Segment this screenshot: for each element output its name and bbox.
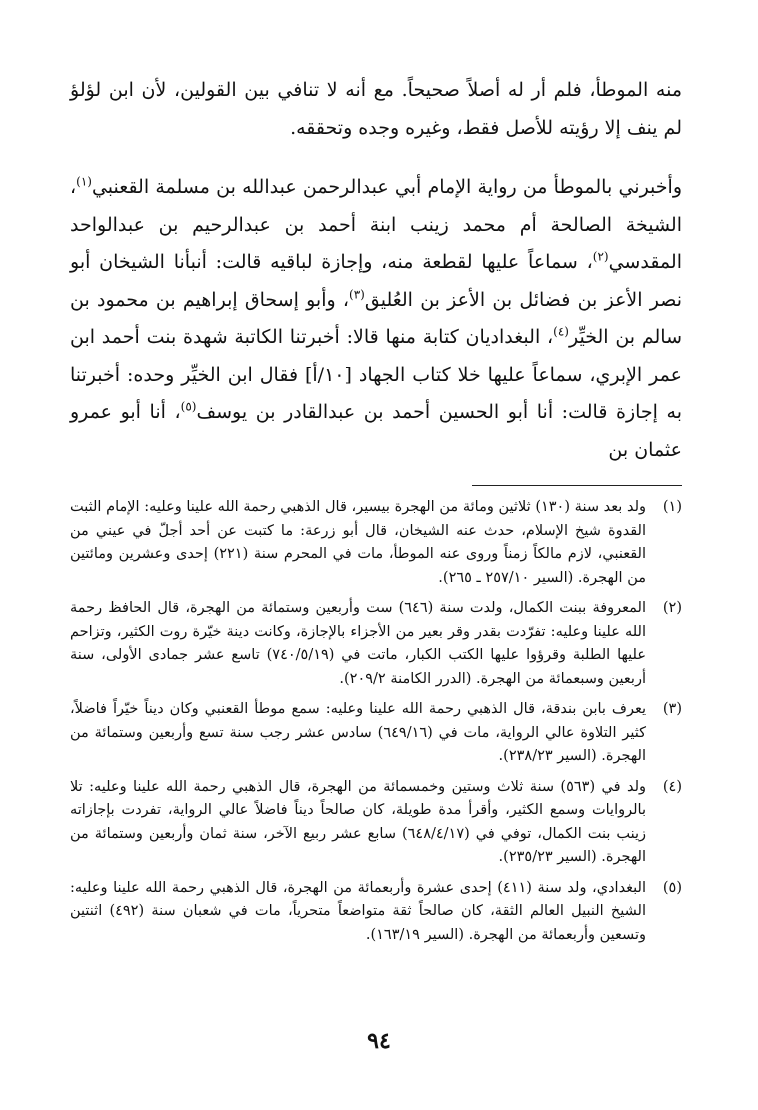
paragraph-2-text: ، الشيخة الصالحة أم محمد زينب ابنة أحمد بن عبدالرحيم بن عبدالواحد المقدسي [70,176,682,273]
footnote-text: المعروفة ببنت الكمال، ولدت سنة (٦٤٦) ست وأربعين وستمائة من الهجرة، قال الحافظ رحمة الله علينا وعليه: تفرّدت بقدر وقر بعير من الأجزاء بالإجازة، وكانت دينة خيّرة روت الكثير، وتزاحم عليها الطلبة وقرؤوا عليها الكتب الكبار، ماتت في (٧٤٠/٥/١٩) تاسع عشر جمادى الأولى، سنة أربعين وسبعمائة من الهجرة. (الدرر الكامنة ٢٠٩/٢). [70,600,646,687]
footnote-text: يعرف بابن بندقة، قال الذهبي رحمة الله علينا وعليه: سمع موطأ القعنبي وكان ديناً خيّراً فاضلاً، كثير التلاوة عالي الرواية، مات في (٦٤٩/١٦) سادس عشر رجب سنة تسع وأربعين وستمائة من الهجرة. (السير ٢٣٨/٢٣). [70,701,646,764]
footnote-divider [472,485,682,486]
page-number: ٩٤ [367,1028,391,1054]
paragraph-2-text: ، وأبو إسحاق إبراهيم بن محمود بن سالم بن الخيِّر [70,288,682,348]
footnote-5 [70,877,682,948]
page-content [70,72,682,954]
footnote-number: (٥) [662,879,682,896]
footnote-text: ولد في (٥٦٣) سنة ثلاث وستين وخمسمائة من الهجرة، قال الذهبي رحمة الله علينا وعليه: تلا بالروايات وسمع الكثير، وأقرأ مدة طويلة، كان صالحاً ديناً فاضلاً عالي الرواية، تفردت بإجازاته زينب بنت الكمال، توفي في (٦٤٨/٤/١٧) سابع عشر ربيع الآخر، سنة ثمان وأربعين وستمائة من الهجرة. (السير ٢٣٥/٢٣). [70,778,646,865]
footnote-ref-4: (٤) [553,324,569,339]
paragraph-2-text: ، البغداديان كتابة منها قالا: أخبرتنا الكاتبة شهدة بنت أحمد ابن عمر الإبري، سماعاً عليها خلا كتاب الجهاد [١٠/أ] فقال ابن الخيِّر وحده: أخبرتنا به إجازة قالت: أنا أبو الحسين أحمد بن عبدالقادر بن يوسف [70,326,682,423]
footnote-1 [70,496,682,590]
paragraph-1: منه الموطأ، فلم أر له أصلاً صحيحاً. مع أنه لا تنافي بين القولين، لأن ابن لؤلؤ لم ينف إلا رؤيته للأصل فقط، وغيره وجده وتحققه. [70,79,682,139]
footnote-text: البغدادي، ولد سنة (٤١١) إحدى عشرة وأربعمائة من الهجرة، قال الذهبي رحمة الله علينا وعليه: الشيخ النبيل العالم الثقة، كان صالحاً ثقة متواضعاً متحرياً، مات في شعبان سنة (٤٩٢) اثنتين وتسعين وأربعمائة من الهجرة. (السير ١٦٣/١٩). [70,879,646,943]
footnote-4 [70,776,682,870]
footnote-3 [70,698,682,769]
paragraph-2-text: ، أنا أبو عمرو عثمان بن [70,401,682,461]
footnote-text: ولد بعد سنة (١٣٠) ثلاثين ومائة من الهجرة بيسير، قال الذهبي رحمة الله علينا وعليه: الإمام الثبت القدوة شيخ الإسلام، حدث عنه الشيخان، قال أبو زرعة: ما كتبت عن أحد أجلّ في عيني من القعنبي، لازم مالكاً زمناً وروى عنه الموطأ، مات في المحرم سنة (٢٢١) إحدى وعشرين ومائتين من الهجرة. (السير ٢٥٧/١٠ ـ ٢٦٥). [70,499,646,586]
footnote-ref-1: (١) [76,174,92,189]
footnote-2 [70,597,682,691]
footnote-number: (٤) [662,778,682,795]
footnotes [70,496,682,947]
footnote-number: (٢) [662,600,682,616]
paragraph-2-text: ، سماعاً عليها لقطعة منه، وإجازة لباقيه قالت: أنبأنا الشيخان أبو نصر الأعز بن فضائل بن الأعز بن العُليق [70,251,683,311]
paragraph-2 [70,169,682,469]
footnote-ref-3: (٣) [349,287,365,302]
footnote-number: (١) [662,499,682,515]
footnote-ref-5: (٥) [180,399,197,414]
footnote-number: (٣) [662,701,682,717]
footnote-ref-2: (٢) [592,249,609,264]
paragraph-2-text: وأخبرني بالموطأ من رواية الإمام أبي عبدالرحمن عبدالله بن مسلمة القعنبي [91,176,682,198]
